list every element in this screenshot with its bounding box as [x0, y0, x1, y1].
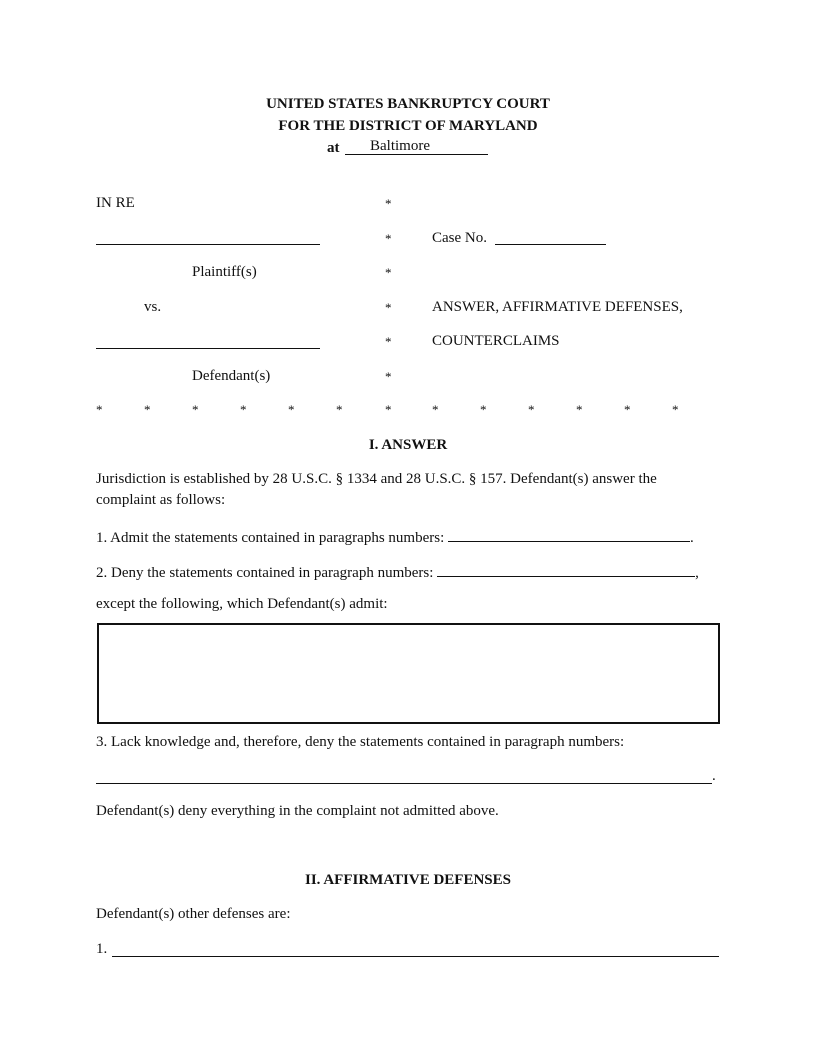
defense-item-number: 1. — [96, 941, 108, 957]
caption-star: * — [385, 334, 392, 349]
separator-star: * — [432, 402, 439, 417]
jurisdiction-text-line2: complaint as follows: — [96, 492, 226, 508]
case-no-field[interactable] — [495, 244, 606, 245]
affirmative-defenses-heading: II. AFFIRMATIVE DEFENSES — [304, 872, 511, 888]
admit-paragraphs-item — [96, 527, 694, 547]
separator-star: * — [144, 402, 151, 417]
vs-label: vs. — [144, 299, 162, 315]
separator-star: * — [528, 402, 535, 417]
admit-paragraphs-field[interactable] — [448, 527, 690, 542]
except-text: except the following, which Defendant(s) admit: — [96, 596, 388, 612]
lack-knowledge-field[interactable] — [96, 783, 712, 784]
plaintiff-label: Plaintiff(s) — [192, 264, 257, 280]
caption-star: * — [385, 196, 392, 211]
court-name-line2: FOR THE DISTRICT OF MARYLAND — [278, 118, 538, 134]
defendant-name-line[interactable] — [96, 348, 320, 349]
separator-star: * — [576, 402, 583, 417]
document-title-line2: COUNTERCLAIMS — [432, 333, 560, 349]
separator-star: * — [192, 402, 199, 417]
at-label: at — [327, 140, 340, 156]
plaintiff-name-line[interactable] — [96, 244, 320, 245]
caption-star: * — [385, 369, 392, 384]
deny-paragraphs-text: 2. Deny the statements contained in paragraph numbers: — [96, 565, 434, 581]
jurisdiction-text-line1: Jurisdiction is established by 28 U.S.C. § 1334 and 28 U.S.C. § 157. Defendant(s) answer the — [96, 471, 657, 487]
separator-star: * — [288, 402, 295, 417]
lack-knowledge-text: 3. Lack knowledge and, therefore, deny the statements contained in paragraph numbers: — [96, 734, 625, 750]
location-field[interactable]: Baltimore — [370, 138, 430, 154]
deny-paragraphs-item — [96, 562, 699, 582]
answer-heading: I. ANSWER — [368, 437, 448, 453]
separator-star: * — [240, 402, 247, 417]
deny-paragraphs-end: , — [695, 565, 699, 581]
deny-paragraphs-field[interactable] — [437, 562, 695, 577]
defenses-intro: Defendant(s) other defenses are: — [96, 906, 291, 922]
defense-item-field[interactable] — [112, 956, 719, 957]
separator-star: * — [480, 402, 487, 417]
court-name-line1: UNITED STATES BANKRUPTCY COURT — [266, 96, 550, 112]
in-re-label: IN RE — [96, 195, 135, 211]
lack-knowledge-end: . — [712, 768, 716, 784]
admit-paragraphs-text: 1. Admit the statements contained in paragraphs numbers: — [96, 530, 445, 546]
separator-star: * — [336, 402, 343, 417]
caption-star: * — [385, 300, 392, 315]
caption-star: * — [385, 265, 392, 280]
admitted-exceptions-box[interactable] — [97, 623, 720, 724]
admit-paragraphs-end: . — [690, 530, 694, 546]
case-no-label: Case No. — [432, 230, 487, 246]
deny-all-text: Defendant(s) deny everything in the complaint not admitted above. — [96, 803, 499, 819]
separator-star: * — [624, 402, 631, 417]
separator-star: * — [672, 402, 679, 417]
document-title-line1: ANSWER, AFFIRMATIVE DEFENSES, — [432, 299, 683, 315]
caption-star: * — [385, 231, 392, 246]
separator-star: * — [96, 402, 103, 417]
defendant-label: Defendant(s) — [192, 368, 271, 384]
separator-star: * — [385, 402, 392, 417]
